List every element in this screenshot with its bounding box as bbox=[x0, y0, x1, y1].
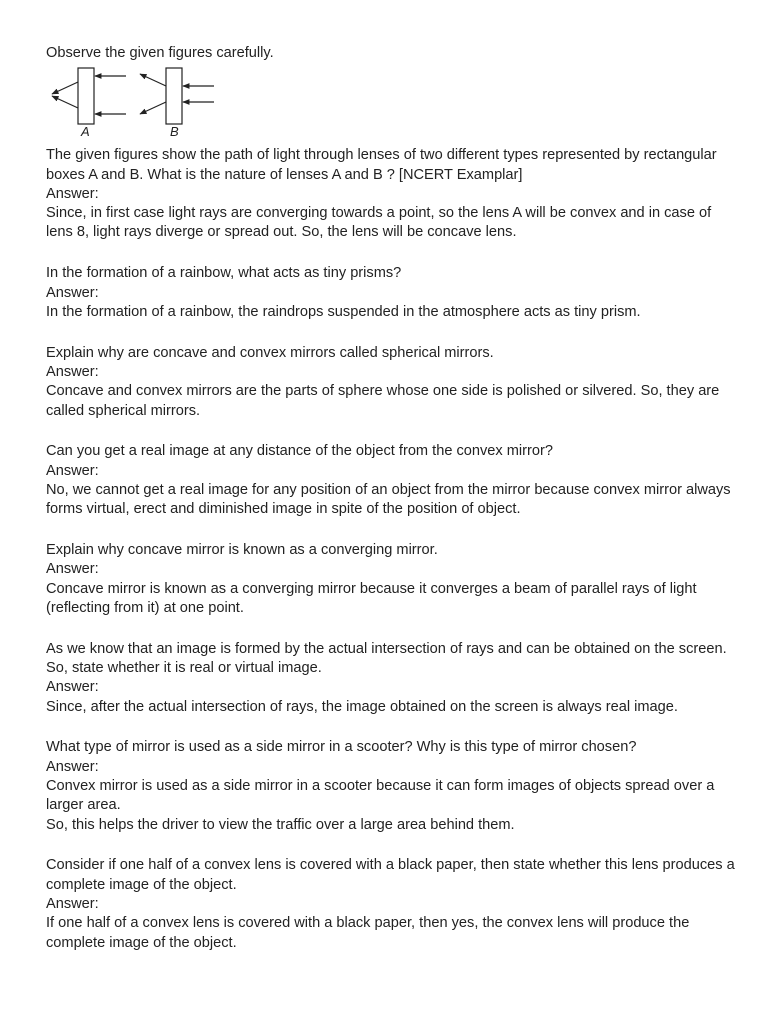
lens-a-label: A bbox=[81, 124, 90, 140]
answer-text: Concave mirror is known as a converging mirror because it converges a beam of parallel rays of light (reflecting from it) at one point. bbox=[46, 580, 697, 616]
question-text: The given figures show the path of light through lenses of two different types represented by rectangular boxes A and B. What is the nature of lenses A and B ? [NCERT Examplar] bbox=[46, 147, 717, 183]
lens-b-outgoing-ray-top bbox=[140, 74, 166, 86]
lens-ray-diagram bbox=[46, 64, 736, 145]
lens-a-outgoing-ray-bottom bbox=[52, 96, 78, 108]
answer-text: Since, in first case light rays are converging towards a point, so the lens A will be convex and in case of lens 8, light rays diverge or spread out. So, the lens will be concave lens. bbox=[46, 205, 712, 241]
lens-a-figure bbox=[52, 68, 126, 139]
question-text: Explain why concave mirror is known as a converging mirror. bbox=[46, 542, 438, 559]
qa-item-5 bbox=[46, 541, 736, 618]
answer-text: Concave and convex mirrors are the parts of sphere whose one side is polished or silvered. So, they are called spherical mirrors. bbox=[46, 383, 720, 419]
lens-b-figure bbox=[140, 68, 214, 139]
question-text: What type of mirror is used as a side mirror in a scooter? Why is this type of mirror chosen? bbox=[46, 739, 637, 756]
answer-label: Answer: bbox=[46, 679, 99, 696]
answer-text-extra: So, this helps the driver to view the traffic over a large area behind them. bbox=[46, 816, 515, 833]
answer-text: In the formation of a rainbow, the raindrops suspended in the atmosphere acts as tiny prism. bbox=[46, 303, 641, 320]
qa-item-8 bbox=[46, 856, 736, 952]
question-text: Can you get a real image at any distance of the object from the convex mirror? bbox=[46, 443, 553, 460]
answer-label: Answer: bbox=[46, 462, 99, 479]
intro-text: Observe the given figures carefully. bbox=[46, 45, 274, 61]
qa-item-6 bbox=[46, 640, 736, 717]
question-text: Consider if one half of a convex lens is covered with a black paper, then state whether this lens produces a complete image of the object. bbox=[46, 857, 735, 893]
qa-item-7 bbox=[46, 738, 736, 834]
qa-item-2 bbox=[46, 264, 736, 322]
answer-label: Answer: bbox=[46, 284, 99, 301]
document-page bbox=[46, 44, 736, 974]
question-text: As we know that an image is formed by the actual intersection of rays and can be obtained on the screen. So, state whether it is real or virtual image. bbox=[46, 640, 727, 677]
lens-a-box bbox=[78, 68, 94, 124]
qa-item-4 bbox=[46, 442, 736, 519]
lens-a-outgoing-ray-top bbox=[52, 82, 78, 94]
lens-b-box bbox=[166, 68, 182, 124]
answer-label: Answer: bbox=[46, 185, 99, 202]
question-text: In the formation of a rainbow, what acts as tiny prisms? bbox=[46, 265, 402, 282]
qa-item-1 bbox=[46, 146, 736, 242]
lens-b-label: B bbox=[170, 124, 179, 140]
answer-label: Answer: bbox=[46, 363, 99, 380]
question-text: Explain why are concave and convex mirrors called spherical mirrors. bbox=[46, 344, 494, 361]
answer-text: If one half of a convex lens is covered with a black paper, then yes, the convex lens will produce the complete image of the object. bbox=[46, 915, 690, 951]
answer-label: Answer: bbox=[46, 896, 99, 912]
answer-label: Answer: bbox=[46, 561, 99, 578]
lens-diagram-svg bbox=[46, 64, 226, 140]
answer-text: Convex mirror is used as a side mirror in a scooter because it can form images of objects spread over a larger area. bbox=[46, 778, 715, 814]
answer-label: Answer: bbox=[46, 758, 99, 775]
answer-text: Since, after the actual intersection of rays, the image obtained on the screen is always real image. bbox=[46, 698, 678, 715]
answer-text: No, we cannot get a real image for any position of an object from the mirror because convex mirror always forms virtual, erect and diminished image in spite of the position of object. bbox=[46, 481, 731, 518]
qa-item-3 bbox=[46, 344, 736, 421]
lens-b-outgoing-ray-bottom bbox=[140, 102, 166, 114]
